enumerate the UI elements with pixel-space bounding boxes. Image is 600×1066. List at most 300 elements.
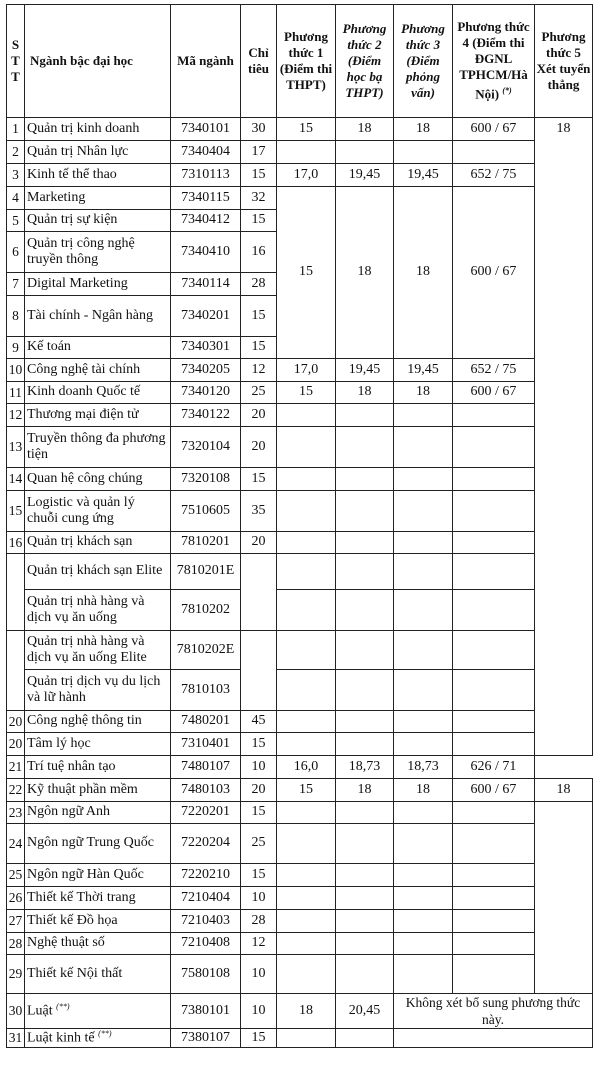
- row-quota: [241, 554, 277, 631]
- score-pt1: [277, 468, 336, 491]
- row-stt: 16: [7, 532, 25, 554]
- row-stt: 30: [7, 994, 25, 1029]
- row-major-label: Công nghệ thông tin: [27, 713, 142, 729]
- row-stt: 28: [7, 933, 25, 955]
- row-code: 7340115: [171, 187, 241, 210]
- row-code: 7310113: [171, 164, 241, 187]
- row-major-label: Quản trị kinh doanh: [27, 120, 140, 136]
- row-major-label: Ngôn ngữ Trung Quốc: [27, 835, 154, 851]
- row-stt: 22: [7, 779, 25, 802]
- row-code: 7340120: [171, 382, 241, 404]
- table-row: [7, 554, 593, 590]
- row-stt: 3: [7, 164, 25, 187]
- row-major-label: Quản trị công nghệ truyền thông: [27, 235, 135, 267]
- row-quota: 15: [241, 337, 277, 359]
- row-quota: 28: [241, 910, 277, 933]
- score-pt4: [453, 733, 535, 756]
- table-row: [7, 427, 593, 468]
- score-pt4: 652 / 75: [453, 359, 535, 382]
- score-pt2: 20,45: [336, 994, 394, 1029]
- row-code: 7220210: [171, 864, 241, 887]
- row-quota: 25: [241, 382, 277, 404]
- header-pt1: Phương thức 1 (Điểm thi THPT): [277, 5, 336, 118]
- header-code: Mã ngành: [171, 5, 241, 118]
- row-code: 7380101: [171, 994, 241, 1029]
- score-pt4: [453, 711, 535, 733]
- row-stt: 8: [7, 296, 25, 337]
- row-major-label: Quản trị dịch vụ du lịch và lữ hành: [27, 673, 161, 705]
- score-pt1: [277, 404, 336, 427]
- row-major: [25, 468, 171, 491]
- score-pt4: [453, 670, 535, 711]
- row-major: [25, 532, 171, 554]
- row-major-label: Truyền thông đa phương tiện: [27, 430, 166, 462]
- row-quota: 15: [241, 802, 277, 824]
- row-stt: 27: [7, 910, 25, 933]
- row-major-label: Tài chính - Ngân hàng: [27, 307, 153, 323]
- row-stt: 15: [7, 491, 25, 532]
- row-major-label: Quản trị nhà hàng và dịch vụ ăn uống: [27, 593, 145, 625]
- score-pt3: [394, 631, 453, 670]
- score-pt2: 19,45: [336, 164, 394, 187]
- row-major: [25, 802, 171, 824]
- score-pt3: [394, 427, 453, 468]
- score-pt2: [336, 910, 394, 933]
- row-stt: 26: [7, 887, 25, 910]
- table-row: [7, 590, 593, 631]
- table-row: [7, 382, 593, 404]
- table-row: [7, 359, 593, 382]
- score-pt1: 15: [277, 187, 336, 359]
- row-code: 7810201E: [171, 554, 241, 590]
- score-pt3: 19,45: [394, 164, 453, 187]
- row-code: 7810201: [171, 532, 241, 554]
- score-pt1: [277, 733, 336, 756]
- score-pt4: 626 / 71: [453, 756, 535, 779]
- row-quota: 25: [241, 824, 277, 864]
- score-pt2: [336, 427, 394, 468]
- score-pt3: [394, 491, 453, 532]
- score-pt3: 19,45: [394, 359, 453, 382]
- row-major-label: Công nghệ tài chính: [27, 361, 141, 377]
- table-row: [7, 955, 593, 994]
- row-code: 7320104: [171, 427, 241, 468]
- score-pt3: 18,73: [394, 756, 453, 779]
- row-stt: 7: [7, 273, 25, 296]
- row-major: [25, 590, 171, 631]
- row-quota: 15: [241, 296, 277, 337]
- row-stt: [7, 631, 25, 711]
- score-pt4: [453, 910, 535, 933]
- score-pt2: [336, 802, 394, 824]
- row-quota: 15: [241, 1029, 277, 1048]
- row-major-label: Nghệ thuật số: [27, 935, 105, 951]
- row-quota: 20: [241, 404, 277, 427]
- row-code: 7810103: [171, 670, 241, 711]
- score-pt1: [277, 554, 336, 590]
- score-pt4: 600 / 67: [453, 779, 535, 802]
- score-pt3: [394, 670, 453, 711]
- row-quota: 12: [241, 359, 277, 382]
- row-major-label: Quản trị sự kiện: [27, 212, 118, 228]
- admission-table: [6, 4, 593, 1048]
- score-pt4: [453, 631, 535, 670]
- score-pt4: [453, 491, 535, 532]
- score-pt2: [336, 404, 394, 427]
- score-pt1: [277, 631, 336, 670]
- row-major: [25, 232, 171, 273]
- score-pt2: [336, 141, 394, 164]
- row-quota: 15: [241, 864, 277, 887]
- row-code: 7210404: [171, 887, 241, 910]
- row-major: [25, 631, 171, 670]
- row-stt: 6: [7, 232, 25, 273]
- score-pt1: [277, 1029, 336, 1048]
- row-quota: 45: [241, 711, 277, 733]
- row-stt: 10: [7, 359, 25, 382]
- score-pt3: [394, 404, 453, 427]
- row-stt: 31: [7, 1029, 25, 1048]
- row-code: 7340122: [171, 404, 241, 427]
- row-major: [25, 164, 171, 187]
- score-pt1: [277, 670, 336, 711]
- score-pt4: [453, 141, 535, 164]
- score-pt4: 652 / 75: [453, 164, 535, 187]
- row-major-label: Quản trị Nhân lực: [27, 143, 129, 159]
- table-body: [7, 118, 593, 1048]
- row-major-label: Quan hệ công chúng: [27, 470, 143, 486]
- row-code: 7340205: [171, 359, 241, 382]
- score-pt2: 18,73: [336, 756, 394, 779]
- row-major-label: Thiết kế Thời trang: [27, 889, 136, 905]
- score-pt1: [277, 910, 336, 933]
- score-pt4: [453, 427, 535, 468]
- score-pt2: 19,45: [336, 359, 394, 382]
- row-major: [25, 491, 171, 532]
- score-pt3: [394, 864, 453, 887]
- row-quota: 32: [241, 187, 277, 210]
- score-pt3: [394, 910, 453, 933]
- row-major: [25, 910, 171, 933]
- score-pt1: 17,0: [277, 164, 336, 187]
- row-major: [25, 824, 171, 864]
- row-major: [25, 554, 171, 590]
- row-major-label: Quản trị nhà hàng và dịch vụ ăn uống Elite: [27, 633, 147, 665]
- row-quota: 10: [241, 887, 277, 910]
- score-pt2: [336, 532, 394, 554]
- header-pt4: [453, 5, 535, 118]
- row-major-label: Thiết kế Đồ họa: [27, 912, 118, 928]
- score-pt4: [453, 864, 535, 887]
- row-major: [25, 382, 171, 404]
- row-stt: 20: [7, 733, 25, 756]
- row-major: [25, 187, 171, 210]
- score-pt5: 18: [535, 779, 593, 802]
- table-row: [7, 532, 593, 554]
- row-major: [25, 273, 171, 296]
- score-pt5: 18: [535, 118, 593, 756]
- row-code: 7340410: [171, 232, 241, 273]
- row-quota: 15: [241, 733, 277, 756]
- score-pt2: [336, 1029, 394, 1048]
- score-pt1: [277, 933, 336, 955]
- row-code: 7340412: [171, 210, 241, 232]
- row-code: 7340301: [171, 337, 241, 359]
- score-pt1: [277, 955, 336, 994]
- row-code: 7340114: [171, 273, 241, 296]
- row-quota: [241, 631, 277, 711]
- score-pt4: 600 / 67: [453, 118, 535, 141]
- score-pt1: [277, 590, 336, 631]
- score-pt3: [394, 141, 453, 164]
- table-row: [7, 1029, 593, 1048]
- row-stt: [7, 554, 25, 631]
- header-pt4-label: Phương thức 4 (Điểm thi ĐGNL TPHCM/Hà Nội): [457, 19, 530, 102]
- row-major-label: Kỹ thuật phần mềm: [27, 781, 138, 797]
- row-major: [25, 296, 171, 337]
- row-major: [25, 955, 171, 994]
- row-code: 7340101: [171, 118, 241, 141]
- score-pt3: [394, 824, 453, 864]
- row-quota: 16: [241, 232, 277, 273]
- score-pt3: [394, 468, 453, 491]
- row-quota: 20: [241, 779, 277, 802]
- score-pt4: 600 / 67: [453, 187, 535, 359]
- score-pt3: [394, 802, 453, 824]
- method-note-empty: [394, 1029, 593, 1048]
- row-code: 7580108: [171, 955, 241, 994]
- row-quota: 15: [241, 468, 277, 491]
- score-pt3: [394, 554, 453, 590]
- row-major-label: Marketing: [27, 189, 86, 205]
- header-row: [7, 5, 593, 118]
- row-stt: 23: [7, 802, 25, 824]
- score-pt2: [336, 491, 394, 532]
- row-major-label: Thương mại điện tử: [27, 406, 139, 422]
- table-row: [7, 933, 593, 955]
- row-stt: 1: [7, 118, 25, 141]
- table-row: [7, 187, 593, 210]
- table-row: [7, 802, 593, 824]
- score-pt1: 15: [277, 382, 336, 404]
- row-code: 7510605: [171, 491, 241, 532]
- row-quota: 20: [241, 427, 277, 468]
- score-pt4: [453, 824, 535, 864]
- row-code: 7480201: [171, 711, 241, 733]
- row-major-label: Ngôn ngữ Hàn Quốc: [27, 866, 144, 882]
- score-pt1: [277, 887, 336, 910]
- row-quota: 15: [241, 210, 277, 232]
- row-quota: 17: [241, 141, 277, 164]
- score-pt4: 600 / 67: [453, 382, 535, 404]
- row-major: [25, 359, 171, 382]
- row-major-note: (**): [56, 1002, 70, 1012]
- row-major: [25, 404, 171, 427]
- row-stt: 25: [7, 864, 25, 887]
- row-major: [25, 118, 171, 141]
- row-major-label: Quản trị khách sạn Elite: [27, 563, 163, 579]
- table-row: [7, 404, 593, 427]
- row-stt: 2: [7, 141, 25, 164]
- table-row: [7, 118, 593, 141]
- row-major-label: Kinh doanh Quốc tế: [27, 384, 141, 400]
- header-pt4-note: (*): [502, 86, 512, 96]
- row-code: 7480107: [171, 756, 241, 779]
- row-stt: 9: [7, 337, 25, 359]
- score-pt3: 18: [394, 187, 453, 359]
- score-pt1: [277, 824, 336, 864]
- row-major: [25, 711, 171, 733]
- row-major: [25, 670, 171, 711]
- header-pt3: Phương thức 3 (Điểm phỏng vấn): [394, 5, 453, 118]
- score-pt1: [277, 532, 336, 554]
- row-stt: 24: [7, 824, 25, 864]
- score-pt4: [453, 590, 535, 631]
- row-quota: 10: [241, 756, 277, 779]
- row-quota: 30: [241, 118, 277, 141]
- row-quota: 10: [241, 955, 277, 994]
- score-pt3: [394, 733, 453, 756]
- row-major: [25, 210, 171, 232]
- score-pt2: [336, 824, 394, 864]
- row-code: 7220204: [171, 824, 241, 864]
- score-pt2: [336, 670, 394, 711]
- row-major: [25, 933, 171, 955]
- row-major: [25, 779, 171, 802]
- score-pt3: [394, 711, 453, 733]
- row-quota: 12: [241, 933, 277, 955]
- row-code: 7810202: [171, 590, 241, 631]
- row-stt: 20: [7, 711, 25, 733]
- score-pt4: [453, 955, 535, 994]
- row-code: 7310401: [171, 733, 241, 756]
- row-major-label: Ngôn ngữ Anh: [27, 804, 111, 820]
- row-major: [25, 887, 171, 910]
- score-pt3: [394, 887, 453, 910]
- row-stt: 14: [7, 468, 25, 491]
- table-row: [7, 491, 593, 532]
- score-pt2: 18: [336, 779, 394, 802]
- score-pt2: [336, 631, 394, 670]
- row-major-label: Quản trị khách sạn: [27, 534, 133, 550]
- table-row: [7, 164, 593, 187]
- table-row: [7, 468, 593, 491]
- row-quota: 15: [241, 164, 277, 187]
- score-pt1: 16,0: [277, 756, 336, 779]
- table-row: [7, 733, 593, 756]
- score-pt1: [277, 864, 336, 887]
- row-stt: 29: [7, 955, 25, 994]
- score-pt2: 18: [336, 382, 394, 404]
- method-note: Không xét bổ sung phương thức này.: [394, 994, 593, 1029]
- score-pt3: 18: [394, 382, 453, 404]
- table-row: [7, 887, 593, 910]
- row-code: 7380107: [171, 1029, 241, 1048]
- score-pt1: [277, 711, 336, 733]
- score-pt1: [277, 491, 336, 532]
- row-quota: 28: [241, 273, 277, 296]
- row-code: 7210403: [171, 910, 241, 933]
- score-pt2: [336, 864, 394, 887]
- score-pt1: [277, 427, 336, 468]
- row-major: [25, 337, 171, 359]
- score-pt2: [336, 554, 394, 590]
- score-pt3: 18: [394, 118, 453, 141]
- row-major-label: Digital Marketing: [27, 275, 128, 291]
- row-code: 7480103: [171, 779, 241, 802]
- score-pt5: [535, 802, 593, 994]
- score-pt4: [453, 468, 535, 491]
- score-pt2: [336, 590, 394, 631]
- row-quota: 10: [241, 994, 277, 1029]
- score-pt3: [394, 590, 453, 631]
- header-stt: [7, 5, 25, 118]
- row-stt: 21: [7, 756, 25, 779]
- table-row: [7, 864, 593, 887]
- header-major: Ngành bậc đại học: [25, 5, 171, 118]
- row-code: 7340404: [171, 141, 241, 164]
- table-row: [7, 779, 593, 802]
- row-major: [25, 1029, 171, 1048]
- score-pt3: [394, 955, 453, 994]
- score-pt1: 17,0: [277, 359, 336, 382]
- row-major-label: Luật kinh tế: [27, 1030, 95, 1046]
- row-code: 7340201: [171, 296, 241, 337]
- table-row: [7, 631, 593, 670]
- score-pt1: 15: [277, 779, 336, 802]
- table-row: [7, 994, 593, 1029]
- row-stt: 13: [7, 427, 25, 468]
- row-major: [25, 994, 171, 1029]
- row-stt: 11: [7, 382, 25, 404]
- row-major: [25, 733, 171, 756]
- row-major: [25, 427, 171, 468]
- score-pt1: 15: [277, 118, 336, 141]
- score-pt2: [336, 933, 394, 955]
- row-stt: 12: [7, 404, 25, 427]
- score-pt2: [336, 468, 394, 491]
- score-pt2: [336, 887, 394, 910]
- score-pt4: [453, 554, 535, 590]
- header-quota: Chỉ tiêu: [241, 5, 277, 118]
- score-pt4: [453, 802, 535, 824]
- row-code: 7810202E: [171, 631, 241, 670]
- table-row: [7, 910, 593, 933]
- row-major-label: Trí tuệ nhân tạo: [27, 758, 116, 774]
- score-pt3: [394, 532, 453, 554]
- row-major-label: Thiết kế Nội thất: [27, 965, 123, 981]
- score-pt3: [394, 933, 453, 955]
- row-code: 7210408: [171, 933, 241, 955]
- row-quota: 35: [241, 491, 277, 532]
- score-pt4: [453, 887, 535, 910]
- score-pt1: [277, 802, 336, 824]
- row-major-label: Kế toán: [27, 339, 71, 355]
- score-pt4: [453, 933, 535, 955]
- table-row: [7, 711, 593, 733]
- row-code: 7220201: [171, 802, 241, 824]
- header-pt5: Phương thức 5 Xét tuyển thẳng: [535, 5, 593, 118]
- score-pt2: [336, 733, 394, 756]
- score-pt3: 18: [394, 779, 453, 802]
- row-major: [25, 141, 171, 164]
- row-stt: 5: [7, 210, 25, 232]
- score-pt1: 18: [277, 994, 336, 1029]
- header-pt2: Phương thức 2 (Điểm học bạ THPT): [336, 5, 394, 118]
- row-major-label: Tâm lý học: [27, 735, 91, 751]
- row-major-note: (**): [98, 1029, 112, 1038]
- row-major: [25, 864, 171, 887]
